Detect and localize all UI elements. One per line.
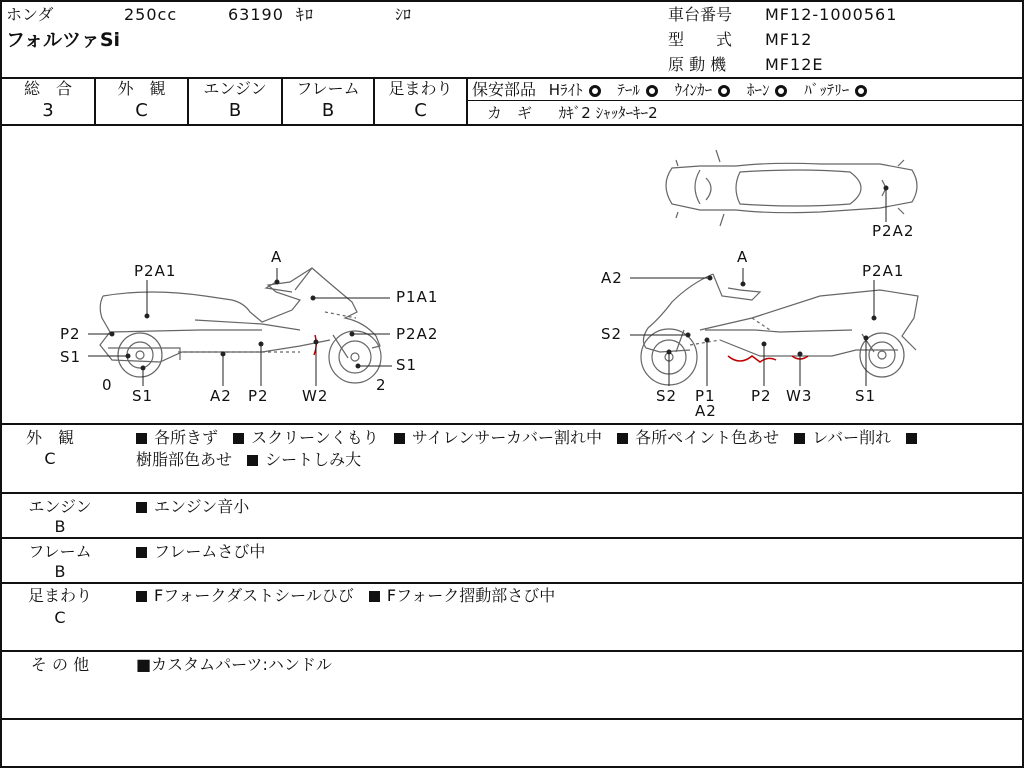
left-label-bottom-p2: P2 — [248, 387, 269, 405]
engine-label: 原 動 機 — [668, 55, 727, 74]
right-label-a2: A2 — [601, 269, 623, 287]
bullet-icon — [136, 591, 147, 602]
right-label-bottom-s1: S1 — [855, 387, 877, 405]
left-label-p1a1: P1A1 — [396, 288, 439, 306]
section-exterior-notes — [136, 427, 1016, 471]
grade-engine-value: B — [228, 100, 242, 121]
horn-label: ﾎｰﾝ — [746, 81, 770, 99]
left-label-bottom-a2: A2 — [210, 387, 232, 405]
key-value: ｶｷﾞ2 ｼｬｯﾀｰｷｰ2 — [558, 104, 658, 122]
bullet-icon — [136, 433, 147, 444]
chassis-value: MF12-1000561 — [765, 5, 898, 24]
note: スクリーンくもり — [251, 428, 379, 447]
key-label: カ ギ — [487, 104, 533, 122]
bullet-icon — [369, 591, 380, 602]
top-label-p2a2: P2A2 — [872, 222, 915, 240]
left-label-bottom-w2: W2 — [302, 387, 329, 405]
mileage — [228, 5, 314, 25]
safety-divider — [466, 100, 1024, 101]
grade-overall-label: 総 合 — [23, 79, 72, 98]
divider-frame — [0, 582, 1024, 584]
section-exterior-label: 外 観 — [25, 428, 74, 447]
right-label-a: A — [737, 248, 749, 266]
bullet-icon — [906, 433, 917, 444]
grade-suspension-value: C — [414, 100, 427, 121]
note: Fフォーク摺動部さび中 — [386, 586, 556, 605]
left-label-p2: P2 — [60, 325, 81, 343]
section-engine-grade: B — [54, 517, 66, 536]
note: フレームさび中 — [154, 542, 266, 561]
section-frame-grade: B — [54, 562, 66, 581]
tail-ok-icon — [646, 85, 658, 97]
mileage-unit: ｷﾛ — [296, 5, 315, 24]
safety-label: 保安部品 — [472, 80, 537, 99]
grade-frame-label: フレーム — [296, 79, 360, 98]
left-label-s1-left: S1 — [60, 348, 82, 366]
grade-col-5 — [466, 77, 468, 125]
maker: ホンダ — [6, 5, 54, 24]
note: エンジン音小 — [154, 497, 250, 516]
bullet-icon — [394, 433, 405, 444]
note: レバー削れ — [812, 428, 892, 447]
left-label-a: A — [271, 248, 283, 266]
section-frame-notes — [136, 541, 265, 563]
note: Fフォークダストシールひび — [154, 586, 354, 605]
note: シートしみ大 — [265, 450, 362, 469]
section-engine-label: エンジン — [28, 497, 92, 516]
winker-ok-icon — [718, 85, 730, 97]
mileage-value: 63190 — [228, 5, 284, 24]
note: ■カスタムパーツ:ハンドル — [136, 655, 332, 674]
left-label-s1-right: S1 — [396, 356, 418, 374]
left-label-bottom-s1: S1 — [132, 387, 154, 405]
divider-suspension — [0, 650, 1024, 652]
grade-exterior-label: 外 観 — [117, 79, 166, 98]
divider-engine — [0, 537, 1024, 539]
left-label-p2a2: P2A2 — [396, 325, 439, 343]
divider-diagram — [0, 423, 1024, 425]
note: 樹脂部色あせ — [136, 450, 233, 469]
grade-exterior-value: C — [135, 100, 148, 121]
bullet-icon — [136, 502, 147, 513]
grade-overall-value: 3 — [42, 100, 54, 121]
section-exterior-grade: C — [44, 449, 56, 468]
section-suspension-notes — [136, 585, 565, 607]
right-label-s2: S2 — [601, 325, 623, 343]
section-frame-label: フレーム — [28, 542, 92, 561]
right-label-bottom-p1: P1 — [695, 387, 716, 405]
safety-parts — [472, 80, 871, 100]
divider-other — [0, 718, 1024, 720]
bullet-icon — [136, 547, 147, 558]
left-label-2: 2 — [376, 376, 387, 394]
note: 各所ペイント色あせ — [635, 428, 780, 447]
displacement: 250cc — [124, 5, 178, 24]
tail-label: ﾃｰﾙ — [617, 81, 640, 99]
right-label-bottom-s2: S2 — [656, 387, 678, 405]
right-label-bottom-a2: A2 — [695, 402, 717, 420]
section-other-label: そ の 他 — [30, 655, 90, 674]
note: 各所きず — [154, 428, 219, 447]
body-color: ｼﾛ — [395, 5, 412, 24]
section-engine-notes — [136, 496, 249, 518]
bullet-icon — [233, 433, 244, 444]
key-row — [487, 103, 658, 123]
right-label-bottom-p2: P2 — [751, 387, 772, 405]
type-value: MF12 — [765, 30, 813, 49]
model-name: フォルツァSi — [6, 29, 121, 51]
scooter-side-right-illustration — [641, 274, 918, 385]
right-label-bottom-w3: W3 — [786, 387, 813, 405]
bullet-icon — [794, 433, 805, 444]
headlight-ok-icon — [589, 85, 601, 97]
scooter-top-illustration — [666, 150, 917, 226]
grade-frame-value: B — [321, 100, 335, 121]
bullet-icon — [617, 433, 628, 444]
type-label: 型 式 — [668, 30, 733, 49]
section-other-notes — [136, 654, 332, 676]
divider-exterior — [0, 492, 1024, 494]
left-label-p2a1: P2A1 — [134, 262, 177, 280]
headlight-label: Hﾗｲﾄ — [548, 81, 583, 99]
damage-diagram — [0, 126, 1024, 422]
battery-ok-icon — [855, 85, 867, 97]
grade-engine-label: エンジン — [203, 79, 267, 98]
winker-label: ｳｲﾝｶｰ — [674, 81, 713, 99]
grade-suspension-label: 足まわり — [388, 79, 453, 98]
right-label-p2a1: P2A1 — [862, 262, 905, 280]
battery-label: ﾊﾞｯﾃﾘｰ — [804, 81, 850, 99]
bullet-icon — [247, 455, 258, 466]
chassis-label: 車台番号 — [668, 5, 733, 24]
engine-value: MF12E — [765, 55, 824, 74]
section-suspension-grade: C — [54, 608, 66, 627]
note: サイレンサーカバー割れ中 — [411, 428, 603, 447]
section-suspension-label: 足まわり — [27, 586, 92, 605]
left-label-0: 0 — [102, 376, 113, 394]
horn-ok-icon — [775, 85, 787, 97]
